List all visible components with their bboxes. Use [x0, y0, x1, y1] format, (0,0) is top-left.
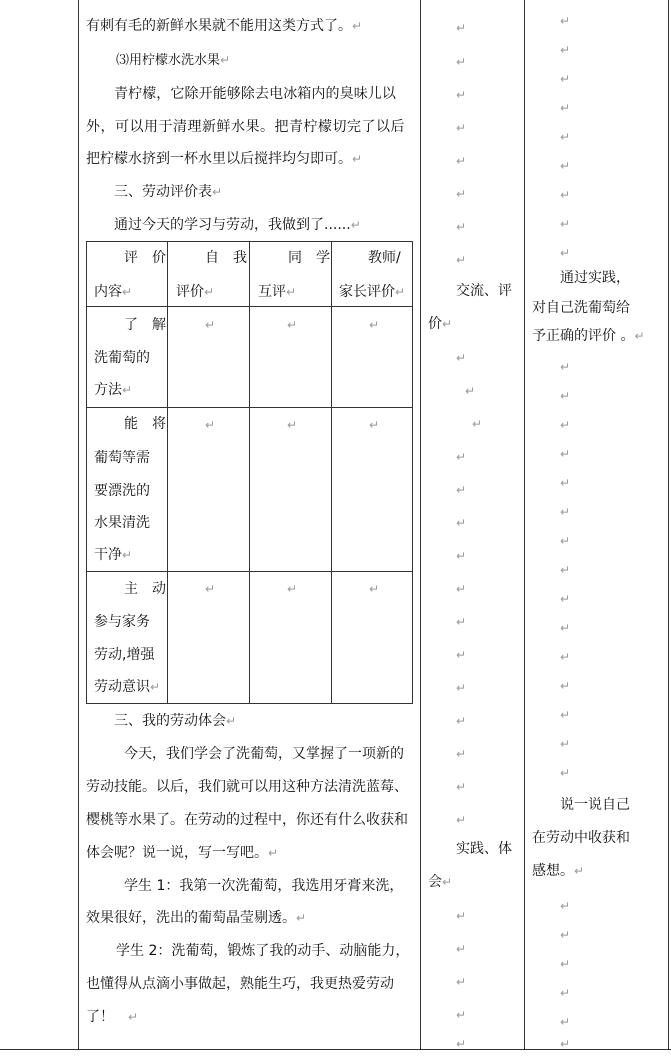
- paragraph-mark: ↵: [456, 648, 467, 662]
- content-line-9: 今天，我们学会了洗葡萄，又掌握了一项新的: [124, 746, 404, 762]
- paragraph-mark: ↵: [560, 650, 571, 664]
- header-content: 评 价: [124, 250, 166, 266]
- activity-practice: 实践、体: [456, 841, 512, 857]
- paragraph-mark: ↵: [560, 505, 571, 519]
- content-line-1: 有刺有毛的新鲜水果就不能用这类方式了。↵: [86, 18, 363, 34]
- paragraph-mark: ↵: [456, 747, 467, 761]
- cell-mark: ↵: [369, 582, 380, 596]
- cell-mark: ↵: [369, 418, 380, 432]
- row2-label-2: 葡萄等需: [94, 450, 150, 466]
- paragraph-mark: ↵: [560, 766, 571, 780]
- cell-mark: ↵: [369, 318, 380, 332]
- row1-label-1: 了 解: [124, 317, 166, 333]
- paragraph-mark: ↵: [456, 121, 467, 135]
- paragraph-mark: ↵: [456, 582, 467, 596]
- paragraph-mark: ↵: [560, 621, 571, 635]
- paragraph-mark: ↵: [560, 159, 571, 173]
- cell-mark: ↵: [287, 418, 298, 432]
- paragraph-mark: ↵: [560, 14, 571, 28]
- header-content-2: 内容↵: [94, 284, 133, 300]
- paragraph-mark: ↵: [456, 615, 467, 629]
- row3-label-3: 劳动,增强: [94, 647, 155, 663]
- paragraph-mark: ↵: [560, 476, 571, 490]
- header-teacher: 教师/: [368, 250, 401, 266]
- cell-mark: ↵: [287, 582, 298, 596]
- row2-label-1: 能 将: [124, 416, 166, 432]
- content-line-4: 外，可以用于清理新鲜水果。把青柠檬切完了以后: [86, 119, 405, 135]
- paragraph-mark: ↵: [465, 384, 476, 398]
- paragraph-mark: ↵: [560, 708, 571, 722]
- paragraph-mark: ↵: [456, 909, 467, 923]
- paragraph-mark: ↵: [456, 220, 467, 234]
- paragraph-mark: ↵: [560, 188, 571, 202]
- content-line-7: 通过今天的学习与劳动，我做到了......↵: [114, 217, 361, 233]
- student2-line-1: 学生 2：洗葡萄，锻炼了我的动手、动脑能力，: [116, 943, 410, 959]
- paragraph-mark: ↵: [456, 483, 467, 497]
- cell-mark: ↵: [287, 318, 298, 332]
- paragraph-mark: ↵: [456, 549, 467, 563]
- paragraph-mark: ↵: [456, 21, 467, 35]
- paragraph-mark: ↵: [456, 154, 467, 168]
- paragraph-mark: ↵: [560, 534, 571, 548]
- header-peer-2: 互评↵: [258, 284, 297, 300]
- content-line-10: 劳动技能。以后，我们就可以用这种方法清洗蓝莓、: [86, 779, 408, 795]
- content-line-3: 青柠檬，它除开能够除去电冰箱内的臭味儿以: [114, 86, 396, 102]
- intent-eval-1: 通过实践，: [560, 270, 630, 286]
- paragraph-mark: ↵: [560, 43, 571, 57]
- paragraph-mark: ↵: [560, 899, 571, 913]
- section-heading-lemon: ⑶用柠檬水洗水果↵: [116, 53, 231, 68]
- activity-practice-2: 会↵: [428, 874, 453, 890]
- student1-line-1: 学生 1：我第一次洗葡萄，我选用牙膏来洗，: [124, 878, 404, 894]
- student2-line-2: 也懂得从点滴小事做起，熟能生巧，我更热爱劳动: [86, 976, 394, 992]
- student2-line-3: 了！ ↵: [86, 1009, 139, 1025]
- intent-reflect-3: 感想。↵: [532, 863, 585, 879]
- paragraph-mark: ↵: [560, 246, 571, 260]
- row1-label-2: 洗葡萄的: [94, 350, 150, 366]
- border-col-right: [524, 0, 525, 1050]
- paragraph-mark: ↵: [560, 592, 571, 606]
- paragraph-mark: ↵: [560, 563, 571, 577]
- row1-label-3: 方法↵: [94, 382, 133, 398]
- paragraph-mark: ↵: [560, 72, 571, 86]
- paragraph-mark: ↵: [560, 957, 571, 971]
- row3-label-4: 劳动意识↵: [94, 679, 161, 695]
- paragraph-mark: ↵: [560, 447, 571, 461]
- paragraph-mark: ↵: [472, 417, 483, 431]
- paragraph-mark: ↵: [456, 714, 467, 728]
- header-self: 自 我: [205, 250, 247, 266]
- activity-eval-2: 价↵: [428, 316, 453, 332]
- paragraph-mark: ↵: [560, 130, 571, 144]
- paragraph-mark: ↵: [456, 780, 467, 794]
- paragraph-mark: ↵: [456, 975, 467, 989]
- intent-eval-3: 予正确的评价 。↵: [532, 328, 645, 344]
- paragraph-mark: ↵: [456, 516, 467, 530]
- paragraph-mark: ↵: [560, 679, 571, 693]
- paragraph-mark: ↵: [456, 1008, 467, 1022]
- row3-label-2: 参与家务: [94, 614, 150, 630]
- intent-eval-2: 对自己洗葡萄给: [532, 300, 630, 316]
- paragraph-mark: ↵: [560, 928, 571, 942]
- border-right: [668, 0, 669, 1050]
- header-teacher-2: 家长评价↵: [339, 284, 406, 300]
- paragraph-mark: ↵: [456, 681, 467, 695]
- paragraph-mark: ↵: [456, 55, 467, 69]
- intent-reflect-2: 在劳动中收获和: [532, 830, 630, 846]
- border-col-mid: [420, 0, 421, 1050]
- row2-label-5: 干净↵: [94, 547, 133, 563]
- paragraph-mark: ↵: [456, 450, 467, 464]
- paragraph-mark: ↵: [560, 101, 571, 115]
- paragraph-mark: ↵: [560, 418, 571, 432]
- paragraph-mark: ↵: [456, 88, 467, 102]
- row2-label-3: 要漂洗的: [94, 483, 150, 499]
- row3-label-1: 主 动: [124, 581, 166, 597]
- content-line-12: 体会呢？说一说，写一写吧。↵: [86, 845, 279, 861]
- paragraph-mark: ↵: [456, 1037, 467, 1051]
- paragraph-mark: ↵: [560, 986, 571, 1000]
- section-heading-experience: 三、我的劳动体会↵: [114, 713, 237, 729]
- activity-eval: 交流、评: [456, 283, 512, 299]
- paragraph-mark: ↵: [560, 389, 571, 403]
- content-line-11: 樱桃等水果了。在劳动的过程中，你还有什么收获和: [86, 812, 408, 828]
- cell-mark: ↵: [205, 418, 216, 432]
- intent-reflect-1: 说一说自己: [560, 797, 630, 813]
- paragraph-mark: ↵: [456, 187, 467, 201]
- paragraph-mark: ↵: [560, 1037, 571, 1051]
- paragraph-mark: ↵: [456, 942, 467, 956]
- row2-label-4: 水果清洗: [94, 515, 150, 531]
- cell-mark: ↵: [205, 318, 216, 332]
- paragraph-mark: ↵: [456, 813, 467, 827]
- header-peer: 同 学: [288, 250, 330, 266]
- paragraph-mark: ↵: [560, 1015, 571, 1029]
- content-line-5: 把柠檬水挤到一杯水里以后搅拌均匀即可。↵: [86, 151, 363, 167]
- page-bottom-rule: [0, 1049, 671, 1050]
- section-heading-eval: 三、劳动评价表↵: [114, 184, 223, 200]
- cell-mark: ↵: [205, 582, 216, 596]
- paragraph-mark: ↵: [560, 737, 571, 751]
- header-self-2: 评价↵: [176, 284, 215, 300]
- border-left: [78, 0, 79, 1050]
- paragraph-mark: ↵: [456, 351, 467, 365]
- paragraph-mark: ↵: [456, 253, 467, 267]
- student1-line-2: 效果很好，洗出的葡萄晶莹剔透。↵: [86, 910, 307, 926]
- paragraph-mark: ↵: [560, 360, 571, 374]
- paragraph-mark: ↵: [560, 217, 571, 231]
